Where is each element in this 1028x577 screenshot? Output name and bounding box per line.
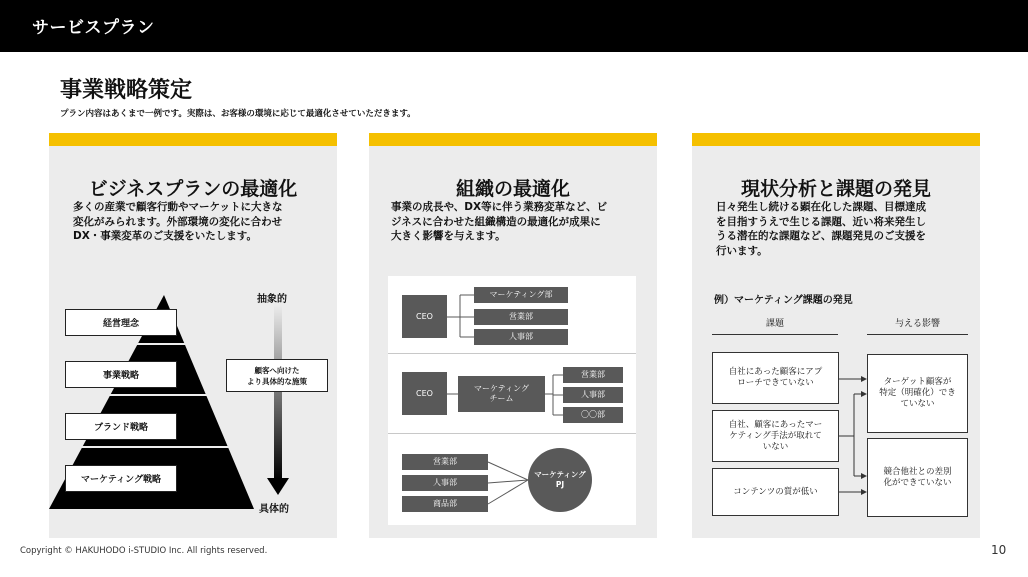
pyramid-divider [49,446,259,448]
example-title: 例）マーケティング課題の発見 [714,295,853,306]
org-dept-box: 人事部 [402,475,488,491]
pyramid-level-1: 経営理念 [65,309,177,336]
org-chart-area [388,276,636,525]
org-dept-box: マーケティング部 [474,287,568,303]
pyramid-divider [49,343,259,345]
org-dept-box: 商品部 [402,496,488,512]
org-dept-box: 〇〇部 [563,407,623,423]
panel-description: 日々発生し続ける顕在化した課題、目標達成 を目指すうえで生じる課題、近い将来発生し うる潜在的な課題など、課題発見のご支援を 行います。 [716,201,926,257]
panel-accent-bar [369,133,657,146]
pyramid-level-2: 事業戦略 [65,361,177,388]
org-ceo-box: CEO [402,372,447,415]
axis-label-concrete: 具体的 [259,504,289,515]
pyramid-divider [49,394,259,396]
page-title: 事業戦略策定 [60,78,193,103]
footer-copyright: Copyright © HAKUHODO i-STUDIO Inc. All rights reserved. [20,546,268,556]
org-dept-box: 人事部 [474,329,568,345]
column-header-impact: 与える影響 [894,319,940,329]
header-bar [0,0,1028,52]
panel-analysis [692,133,980,538]
axis-label-abstract: 抽象的 [257,294,287,305]
org-dept-box: 営業部 [563,367,623,383]
concrete-note-box: 顧客へ向けた より具体的な施策 [226,359,328,392]
org-divider [388,433,636,434]
org-team-box: マーケティング チーム [458,376,545,412]
org-dept-box: 営業部 [402,454,488,470]
impact-box: ターゲット顧客が 特定（明確化）でき ていない [867,354,968,433]
pyramid-level-4: マーケティング戦略 [65,465,177,492]
arrow-down-icon [267,478,289,495]
page-number: 10 [991,543,1007,557]
org-dept-box: 営業部 [474,309,568,325]
org-project-circle: マーケティング PJ [528,448,592,512]
column-header-issue: 課題 [765,319,784,329]
panel-title: 組織の最適化 [455,178,570,200]
gradient-axis [274,305,282,480]
panel-title: ビジネスプランの最適化 [88,178,298,200]
panel-description: 多くの産業で顧客行動やマーケットに大きな 変化がみられます。外部環境の変化に合わせ DX・事業変革のご支援をいたします。 [73,201,283,242]
panel-organization [369,133,657,538]
impact-box: 競合他社との差別 化ができていない [867,438,968,517]
pyramid-level-3: ブランド戦略 [65,413,177,440]
page-subtitle: プラン内容はあくまで一例です。実際は、お客様の環境に応じて最適化させていただきます。 [60,109,416,119]
org-divider [388,353,636,354]
panel-description: 事業の成長や、DX等に伴う業務変革など、ビ ジネスに合わせた組織構造の最適化が成果に 大きく影響を与えます。 [391,201,608,242]
panel-title: 現状分析と課題の発見 [740,178,931,200]
header-title: サービスプラン [32,18,155,38]
issue-box: 自社にあった顧客にアプ ローチできていない [712,352,839,404]
org-ceo-box: CEO [402,295,447,338]
issue-box: 自社、顧客にあったマー ケティング手法が取れて いない [712,410,839,462]
panel-business-plan [49,133,337,538]
issue-box: コンテンツの質が低い [712,468,839,516]
org-dept-box: 人事部 [563,387,623,403]
